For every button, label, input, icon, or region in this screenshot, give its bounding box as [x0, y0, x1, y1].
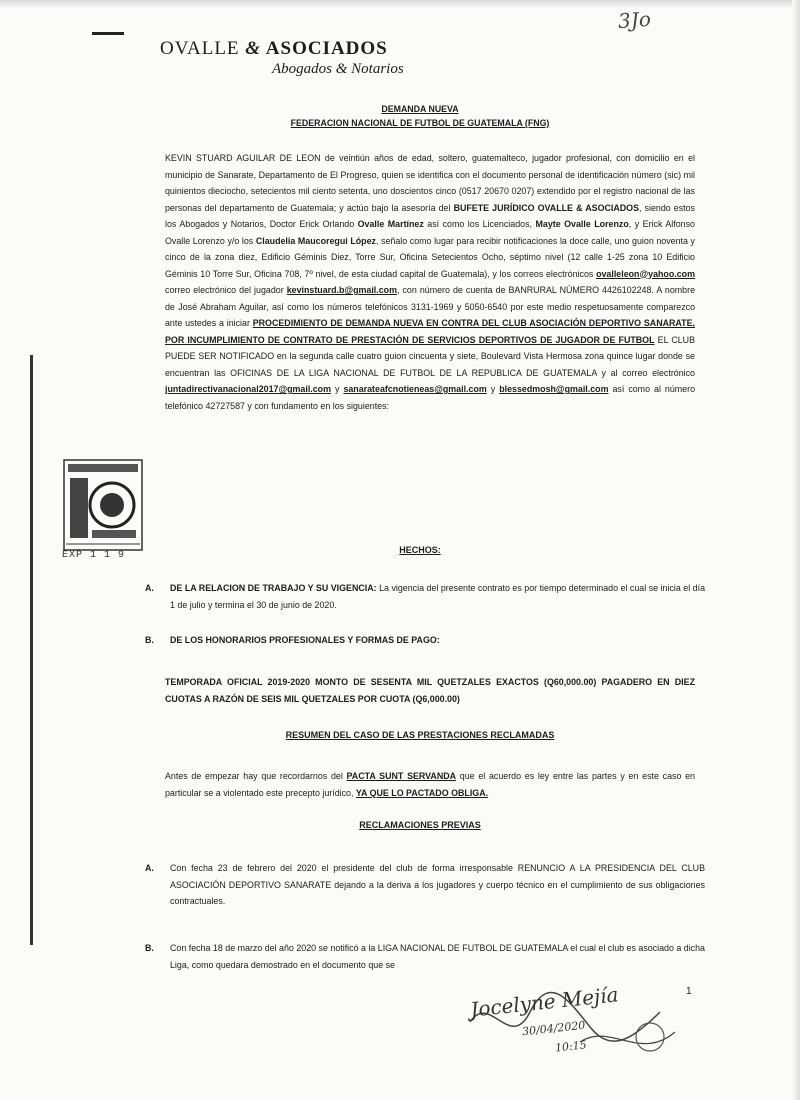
- letterhead: [160, 38, 480, 78]
- resumen-text: que el acuerdo es ley entre las partes y en este caso en particular se a violentado este precepto jurídico,: [165, 771, 695, 798]
- firm-name: [160, 38, 480, 60]
- signature-name: Jocelyne Mejía: [469, 982, 620, 1022]
- reclamacion-item: [145, 860, 705, 910]
- section-heading-hechos: HECHOS:: [399, 545, 441, 555]
- intro-firm: BUFETE JURÍDICO OVALLE & ASOCIADOS: [453, 202, 639, 213]
- signature-date: 30/04/2020: [521, 1018, 586, 1039]
- section-heading-reclamaciones: RECLAMACIONES PREVIAS: [359, 820, 481, 830]
- intro-text: así como los Licenciados,: [423, 219, 536, 229]
- item-label: DE LOS HONORARIOS PROFESIONALES Y FORMAS DE PAGO:: [170, 635, 440, 645]
- intro-paragraph: [165, 150, 695, 515]
- item-text: Con fecha 18 de marzo del año 2020 se notificó a la LIGA NACIONAL DE FUTBOL DE GUATEMALA el cual el club es asociado a dicha Liga, como quedara demostrado en el documento que se: [170, 943, 705, 970]
- intro-text: correo electrónico del jugador: [165, 285, 287, 295]
- intro-name: Claudelia Maucoregui López: [255, 235, 376, 246]
- stamp-number: EXP 1 1 9: [62, 550, 126, 561]
- email-link[interactable]: ovalleleon@yahoo.com: [596, 268, 695, 279]
- intro-name: Mayte Ovalle Lorenzo: [535, 219, 629, 229]
- reclamacion-item: [145, 940, 705, 973]
- document-title: DEMANDA NUEVA: [381, 104, 459, 114]
- resumen-text: Antes de empezar hay que recordarnos del: [165, 771, 347, 781]
- margin-line: [30, 355, 33, 945]
- claim-statement: PROCEDIMIENTO DE DEMANDA NUEVA EN CONTRA DEL CLUB ASOCIACIÓN DEPORTIVO SANARATE, POR INCUMPLIMIENTO DE CONTRATO DE PRESTACIÓN DE SERVICIOS DEPORTIVOS DE JUGADOR DE FUTBOL: [165, 318, 695, 345]
- corner-mark: [92, 32, 124, 35]
- item-letter: B.: [145, 943, 154, 953]
- item-letter: B.: [145, 635, 154, 645]
- email-link[interactable]: kevinstuard.b@gmail.com: [286, 285, 397, 295]
- firm-subtitle: Abogados & Notarios: [272, 61, 404, 77]
- firm-name-part1: OVALLE: [160, 38, 246, 59]
- firm-name-part2: ASOCIADOS: [261, 38, 388, 59]
- intro-text: y: [331, 384, 344, 394]
- hecho-item: [145, 632, 705, 649]
- resumen-paragraph: [165, 768, 695, 820]
- temporada-paragraph: TEMPORADA OFICIAL 2019-2020 MONTO DE SESENTA MIL QUETZALES EXACTOS (Q60,000.00) PAGADERO EN DIEZ CUOTAS A RAZÓN DE SEIS MIL QUETZALES POR CUOTA (Q6,000.00): [165, 677, 695, 704]
- resumen-latin-term: PACTA SUNT SERVANDA: [346, 771, 457, 781]
- scan-edge-right: [792, 0, 800, 1100]
- section-heading-resumen: RESUMEN DEL CASO DE LAS PRESTACIONES RECLAMADAS: [285, 730, 555, 740]
- email-link[interactable]: sanarateafcnotieneas@gmail.com: [343, 384, 487, 394]
- intro-text: , señalo como lugar para recibir notificaciones la doce calle, uno guion noventa y cinco de la zona diez, Edificio Géminis Diez, Torre Sur, Oficina Setecientos Ocho, séptimo nivel (12 calle 1-25 zona 10 Edificio Géminis 10 Torre Sur, Oficina 708, 7º nivel, de esta ciudad capital de Guatemala), y los correos electrónicos: [165, 235, 695, 279]
- item-label: DE LA RELACION DE TRABAJO Y SU VIGENCIA:: [170, 583, 377, 593]
- signature-time: 10:15: [554, 1038, 588, 1055]
- intro-text: , y Erick Alfonso Ovalle Lorenzo y/o los: [165, 219, 695, 246]
- item-text: La vigencia del presente contrato es por tiempo determinado el cual se inicia el día 1 de julio y termina el 30 de junio de 2020.: [170, 583, 706, 610]
- email-link[interactable]: blessedmosh@gmail.com: [499, 384, 609, 394]
- intro-text: , siendo estos los Abogados y Notarios, Doctor Erick Orlando: [165, 202, 695, 229]
- item-letter: A.: [145, 863, 154, 873]
- intro-text: , con número de cuenta de BANRURAL NÚMERO 4426102248. A nombre de José Abraham Aguilar, así como los números telefónicos 3131-1969 y 5050-6540 por este medio respetuosamente comparezco ante ustedes a iniciar: [165, 285, 695, 328]
- intro-name: Ovalle Martínez: [357, 219, 424, 229]
- handwritten-annotation: 3Jo: [617, 6, 652, 34]
- item-text: Con fecha 23 de febrero del 2020 el presidente del club de forma irresponsable RENUNCIO A LA PRESIDENCIA DEL CLUB ASOCIACIÓN DEPORTIVO SANARATE dejando a la deriva a los jugadores y cuerpo técnico en el cumplimiento de sus obligaciones contractuales.: [170, 863, 705, 906]
- intro-text: así como al número telefónico 42727587 y con fundamento en los siguientes:: [165, 384, 695, 411]
- scan-edge-top: [0, 0, 800, 8]
- firm-name-amp: &: [245, 38, 262, 59]
- document-addressee: FEDERACION NACIONAL DE FUTBOL DE GUATEMALA (FNG): [290, 118, 550, 128]
- intro-text: EL CLUB PUEDE SER NOTIFICADO en la segunda calle cuatro guion cincuenta y siete, Boulevard Vista Hermosa zona quince lugar donde se encuentran las OFICINAS DE LA LIGA NACIONAL DE FUTBOL DE LA REPUBLICA DE GUATEMALA y al correo electrónico: [165, 334, 695, 378]
- resumen-emphasis: YA QUE LO PACTADO OBLIGA.: [355, 787, 489, 798]
- email-link[interactable]: juntadirectivanacional2017@gmail.com: [165, 384, 331, 394]
- item-letter: A.: [145, 583, 154, 593]
- intro-text: KEVIN STUARD AGUILAR DE LEON de veintiún años de edad, soltero, guatemalteco, jugador profesional, con domicilio en el municipio de Sanarate, Departamento de El Progreso, quien se identifica con el documento personal de identificación número (sic) mil quinientos dieciocho, setecientos mil ciento setenta, uno doscientos cinco (0517 20670 0207) extendido por el registro nacional de las personas del departamento de Guatemala; y actúo bajo la asesoría del: [165, 153, 695, 213]
- page-number: 1: [686, 986, 692, 997]
- intro-text: y: [486, 384, 500, 394]
- hecho-item: [145, 580, 705, 613]
